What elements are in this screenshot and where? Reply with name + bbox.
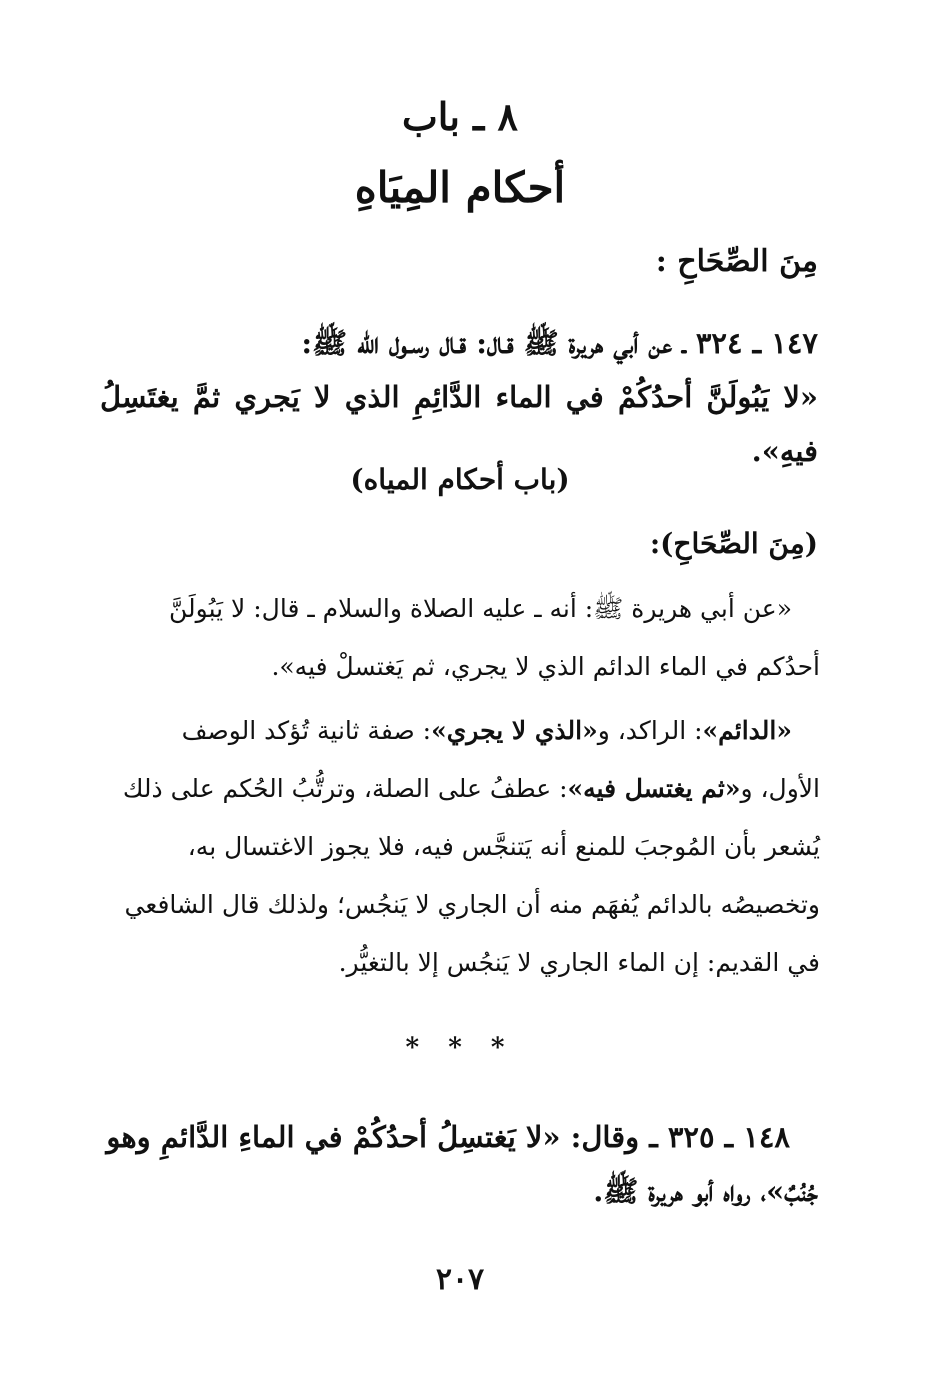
hadith-147 xyxy=(100,316,818,478)
hadith-148-line-1: ١٤٨ ـ ٣٢٥ ـ وقال: «لا يَغتسِلُ أحدُكُمْ في الماءِ الدَّائمِ وهو xyxy=(106,1120,790,1154)
para1-line-1: «عن أبي هريرة ﷺ: أنه ـ عليه الصلاة والسلام ـ قال: لا يَبُولَنَّ xyxy=(169,594,792,623)
hadith-148 xyxy=(100,1110,818,1218)
para2-line-4: وتخصيصُه بالدائم يُفهَم منه أن الجاري لا يَنجُس؛ ولذلك قال الشافعي xyxy=(124,890,820,919)
term-yaghtasil: «ثم يغتسل فيه» xyxy=(567,774,741,803)
hadith-148-line-2: جُنُبٌ»، رواه أبو هريرة ﷺ. xyxy=(593,1174,818,1208)
para2-text-2: : صفة ثانية تُؤكد الوصف xyxy=(181,716,432,745)
section-label-sahih: مِنَ الصِّحَاحِ : xyxy=(655,244,818,279)
book-page xyxy=(100,70,820,1330)
term-daim: «الدائم» xyxy=(702,716,792,745)
commentary-paragraph-2 xyxy=(100,702,820,992)
commentary-paragraph-1 xyxy=(100,580,820,696)
para2-line-5: في القديم: إن الماء الجاري لا يَنجُس إلا بالتغيُّر. xyxy=(338,948,820,977)
para2-line2-a: الأول، و xyxy=(740,774,820,803)
hadith-147-line-2: «لا يَبُولَنَّ أحدُكُمْ في الماء الدَّائِمِ الذي لا يَجري ثمَّ يغتَسِلُ فيهِ». xyxy=(100,380,818,468)
hadith-147-line-1: ١٤٧ ـ ٣٢٤ ـ عن أبي هريرة ﷺ قـال: قـال رسـول الله ﷺ: xyxy=(301,326,818,360)
chapter-title: أحكام المِيَاهِ xyxy=(354,163,566,212)
chapter-number: ٨ ـ باب xyxy=(402,94,518,139)
section-separator: * * * xyxy=(405,1033,515,1063)
para2-line-2 xyxy=(100,760,820,818)
commentary-heading: (باب أحكام المياه) xyxy=(350,463,570,496)
page-number: ٢٠٧ xyxy=(435,1262,485,1297)
para2-line2-b: : عطفُ على الصلة، وترتُّبُ الحُكم على ذلك xyxy=(122,774,568,803)
commentary-sub-heading: (مِنَ الصِّحَاحِ): xyxy=(649,527,818,560)
para2-line-1 xyxy=(100,702,820,760)
para2-line-3: يُشعر بأن المُوجبَ للمنع أنه يَتنجَّس فيه، فلا يجوز الاغتسال به، xyxy=(187,832,820,861)
para2-text-1: : الراكد، و xyxy=(597,716,703,745)
term-la-yajri: «الذي لا يجري» xyxy=(431,716,598,745)
para1-line-2: أحدُكم في الماء الدائم الذي لا يجري، ثم يَغتسلْ فيه». xyxy=(271,652,820,681)
